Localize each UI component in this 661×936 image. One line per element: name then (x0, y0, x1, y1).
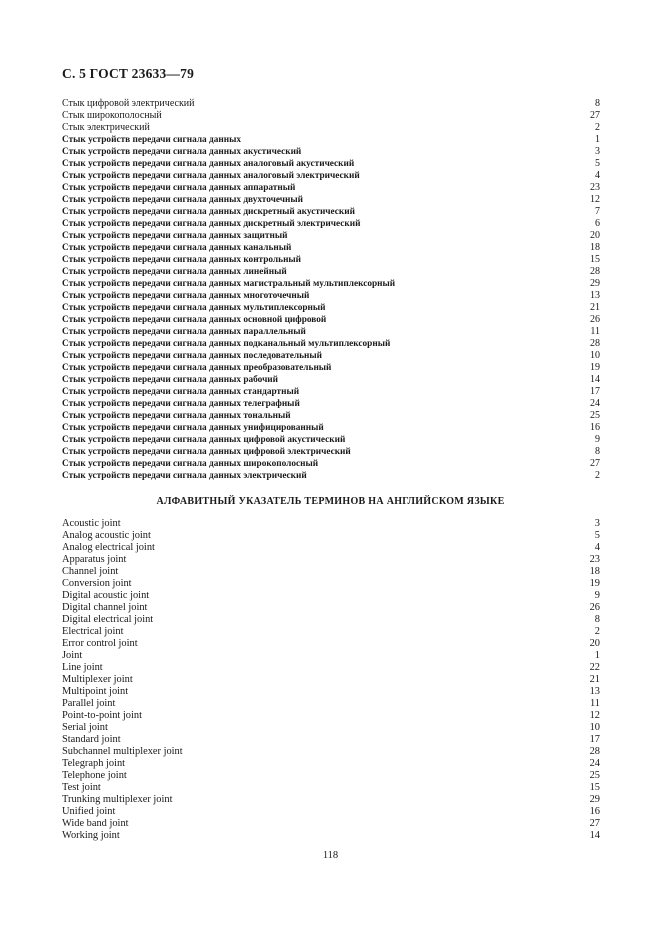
index-term: Стык устройств передачи сигнала данных дискретный акустический (62, 207, 355, 217)
russian-index-row (62, 134, 600, 146)
index-page-ref: 12 (590, 194, 600, 205)
russian-index-row (62, 182, 600, 194)
index-page-ref: 19 (590, 362, 600, 373)
index-page-ref: 25 (589, 770, 600, 781)
index-page-ref: 18 (590, 242, 600, 253)
index-term: Digital acoustic joint (62, 590, 150, 601)
index-page-ref: 28 (589, 746, 600, 757)
index-page-ref: 7 (595, 206, 600, 217)
russian-index-row (62, 242, 600, 254)
english-index-row (62, 686, 600, 698)
index-term: Parallel joint (62, 698, 116, 709)
index-page-ref: 20 (590, 230, 600, 241)
index-term: Стык устройств передачи сигнала данных стандартный (62, 387, 300, 397)
index-page-ref: 28 (590, 338, 600, 349)
index-term: Analog acoustic joint (62, 530, 151, 541)
index-term: Стык устройств передачи сигнала данных электрический (62, 471, 307, 481)
index-page-ref: 1 (595, 134, 600, 145)
index-page-ref: 19 (589, 578, 600, 589)
index-term: Стык устройств передачи сигнала данных линейный (62, 267, 287, 277)
english-index-row (62, 602, 600, 614)
index-term: Multipoint joint (62, 686, 129, 697)
russian-index-row (62, 170, 600, 182)
english-index-row (62, 566, 600, 578)
index-page-ref: 9 (594, 590, 600, 601)
index-page-ref: 27 (590, 110, 600, 121)
index-term: Стык устройств передачи сигнала данных рабочий (62, 375, 279, 385)
russian-index-row (62, 206, 600, 218)
russian-index-row (62, 158, 600, 170)
english-index-row (62, 818, 600, 830)
index-page-ref: 18 (589, 566, 600, 577)
index-page-ref: 12 (589, 710, 600, 721)
russian-index-row (62, 278, 600, 290)
index-page-ref: 23 (589, 554, 600, 565)
index-term: Wide band joint (62, 818, 129, 829)
english-index-row (62, 578, 600, 590)
english-index-row (62, 782, 600, 794)
index-page-ref: 13 (589, 686, 600, 697)
russian-index-row (62, 122, 600, 134)
english-index-row (62, 674, 600, 686)
page-number: 118 (322, 850, 339, 861)
index-page-ref: 8 (595, 98, 600, 109)
russian-index-row (62, 194, 600, 206)
index-term: Serial joint (62, 722, 108, 733)
index-page-ref: 5 (595, 158, 600, 169)
index-term: Стык устройств передачи сигнала данных контрольный (62, 255, 302, 265)
index-page-ref: 8 (594, 614, 600, 625)
index-term: Стык цифровой электрический (62, 98, 195, 109)
index-page-ref: 2 (595, 122, 600, 133)
index-term: Стык устройств передачи сигнала данных преобразовательный (62, 363, 332, 373)
russian-index-row (62, 290, 600, 302)
english-index-row (62, 794, 600, 806)
index-page-ref: 8 (595, 446, 600, 457)
index-term: Стык устройств передачи сигнала данных канальный (62, 243, 292, 253)
index-term: Acoustic joint (62, 518, 121, 529)
index-term: Стык устройств передачи сигнала данных мультиплексорный (62, 303, 326, 313)
index-term: Стык устройств передачи сигнала данных цифровой электрический (62, 447, 351, 457)
index-page-ref: 4 (595, 170, 600, 181)
english-index-row (62, 518, 600, 530)
index-page-ref: 23 (590, 182, 600, 193)
russian-term-index (62, 98, 600, 482)
index-term: Line joint (62, 662, 103, 673)
index-page-ref: 26 (590, 314, 600, 325)
index-page-ref: 14 (589, 830, 600, 841)
english-index-row (62, 698, 600, 710)
index-term: Стык электрический (62, 122, 150, 133)
russian-index-row (62, 470, 600, 482)
index-page-ref: 14 (590, 374, 600, 385)
index-page-ref: 25 (590, 410, 600, 421)
index-term: Error control joint (62, 638, 138, 649)
index-term: Point-to-point joint (62, 710, 142, 721)
english-index-row (62, 722, 600, 734)
index-page-ref: 16 (590, 422, 600, 433)
index-page-ref: 1 (594, 650, 600, 661)
index-term: Стык устройств передачи сигнала данных магистральный мультиплексорный (62, 279, 396, 289)
english-index-row (62, 710, 600, 722)
index-page-ref: 10 (590, 350, 600, 361)
english-index-row (62, 626, 600, 638)
index-term: Test joint (62, 782, 101, 793)
english-index-row (62, 554, 600, 566)
russian-index-row (62, 146, 600, 158)
index-term: Electrical joint (62, 626, 124, 637)
index-term: Стык устройств передачи сигнала данных защитный (62, 231, 288, 241)
index-page-ref: 4 (594, 542, 600, 553)
index-page-ref: 17 (589, 734, 600, 745)
english-index-row (62, 590, 600, 602)
index-term: Telephone joint (62, 770, 127, 781)
russian-index-row (62, 110, 600, 122)
index-page-ref: 21 (589, 674, 600, 685)
index-term: Digital channel joint (62, 602, 148, 613)
index-page-ref: 27 (589, 818, 600, 829)
index-term: Стык устройств передачи сигнала данных последовательный (62, 351, 323, 361)
index-page-ref: 22 (589, 662, 600, 673)
index-term: Conversion joint (62, 578, 132, 589)
russian-index-row (62, 374, 600, 386)
index-page-ref: 3 (595, 146, 600, 157)
russian-index-row (62, 446, 600, 458)
index-page-ref: 3 (594, 518, 600, 529)
english-index-row (62, 614, 600, 626)
index-term: Channel joint (62, 566, 119, 577)
russian-index-row (62, 458, 600, 470)
index-term: Стык широкополосный (62, 110, 162, 121)
index-term: Digital electrical joint (62, 614, 154, 625)
index-page-ref: 9 (595, 434, 600, 445)
index-page-ref: 13 (590, 290, 600, 301)
index-term: Стык устройств передачи сигнала данных (62, 135, 241, 145)
russian-index-row (62, 326, 600, 338)
index-term: Joint (62, 650, 83, 661)
index-term: Telegraph joint (62, 758, 126, 769)
page-header: С. 5 ГОСТ 23633—79 (62, 66, 195, 81)
russian-index-row (62, 314, 600, 326)
russian-index-row (62, 350, 600, 362)
index-term: Стык устройств передачи сигнала данных телеграфный (62, 399, 300, 409)
index-term: Стык устройств передачи сигнала данных унифицированный (62, 423, 324, 433)
english-index-row (62, 830, 600, 842)
index-term: Стык устройств передачи сигнала данных основной цифровой (62, 315, 327, 325)
index-term: Unified joint (62, 806, 116, 817)
english-index-row (62, 734, 600, 746)
index-term: Стык устройств передачи сигнала данных аппаратный (62, 183, 296, 193)
index-page-ref: 15 (589, 782, 600, 793)
english-index-row (62, 770, 600, 782)
index-term: Standard joint (62, 734, 121, 745)
index-page-ref: 5 (594, 530, 600, 541)
index-term: Стык устройств передачи сигнала данных двухточечный (62, 195, 303, 205)
index-term: Стык устройств передачи сигнала данных подканальный мультиплексорный (62, 339, 391, 349)
russian-index-row (62, 230, 600, 242)
russian-index-row (62, 338, 600, 350)
russian-index-row (62, 362, 600, 374)
english-index-row (62, 638, 600, 650)
english-index-row (62, 542, 600, 554)
english-term-index (62, 518, 600, 842)
russian-index-row (62, 386, 600, 398)
index-page-ref: 15 (590, 254, 600, 265)
index-page-ref: 29 (590, 278, 600, 289)
index-page-ref: 28 (590, 266, 600, 277)
index-page-ref: 2 (594, 626, 600, 637)
english-index-row (62, 758, 600, 770)
index-page-ref: 24 (590, 398, 600, 409)
index-page-ref: 10 (589, 722, 600, 733)
index-page-ref: 16 (589, 806, 600, 817)
index-page-ref: 2 (595, 470, 600, 481)
russian-index-row (62, 422, 600, 434)
index-term: Стык устройств передачи сигнала данных акустический (62, 147, 302, 157)
english-index-row (62, 806, 600, 818)
russian-index-row (62, 266, 600, 278)
english-index-title: АЛФАВИТНЫЙ УКАЗАТЕЛЬ ТЕРМИНОВ НА АНГЛИЙСКОМ ЯЗЫКЕ (156, 496, 505, 507)
index-term: Analog electrical joint (62, 542, 155, 553)
english-index-row (62, 650, 600, 662)
index-term: Стык устройств передачи сигнала данных параллельный (62, 327, 306, 337)
index-term: Стык устройств передачи сигнала данных дискретный электрический (62, 219, 361, 229)
index-term: Стык устройств передачи сигнала данных широкополосный (62, 459, 319, 469)
index-page-ref: 20 (589, 638, 600, 649)
index-term: Working joint (62, 830, 120, 841)
russian-index-row (62, 398, 600, 410)
index-term: Apparatus joint (62, 554, 127, 565)
index-term: Trunking multiplexer joint (62, 794, 173, 805)
russian-index-row (62, 302, 600, 314)
index-term: Стык устройств передачи сигнала данных цифровой акустический (62, 435, 346, 445)
index-page-ref: 11 (589, 698, 600, 709)
english-index-row (62, 746, 600, 758)
index-term: Стык устройств передачи сигнала данных тональный (62, 411, 291, 421)
index-page-ref: 6 (595, 218, 600, 229)
russian-index-row (62, 410, 600, 422)
index-term: Стык устройств передачи сигнала данных аналоговый акустический (62, 159, 355, 169)
russian-index-row (62, 98, 600, 110)
russian-index-row (62, 218, 600, 230)
russian-index-row (62, 434, 600, 446)
index-term: Стык устройств передачи сигнала данных многоточечный (62, 291, 310, 301)
index-page-ref: 11 (590, 326, 600, 337)
english-index-row (62, 530, 600, 542)
russian-index-row (62, 254, 600, 266)
index-page-ref: 29 (589, 794, 600, 805)
index-term: Стык устройств передачи сигнала данных аналоговый электрический (62, 171, 360, 181)
index-page-ref: 24 (589, 758, 600, 769)
english-index-row (62, 662, 600, 674)
index-page-ref: 17 (590, 386, 600, 397)
index-page-ref: 27 (590, 458, 600, 469)
index-term: Multiplexer joint (62, 674, 133, 685)
index-page-ref: 21 (590, 302, 600, 313)
index-term: Subchannel multiplexer joint (62, 746, 183, 757)
index-page-ref: 26 (589, 602, 600, 613)
